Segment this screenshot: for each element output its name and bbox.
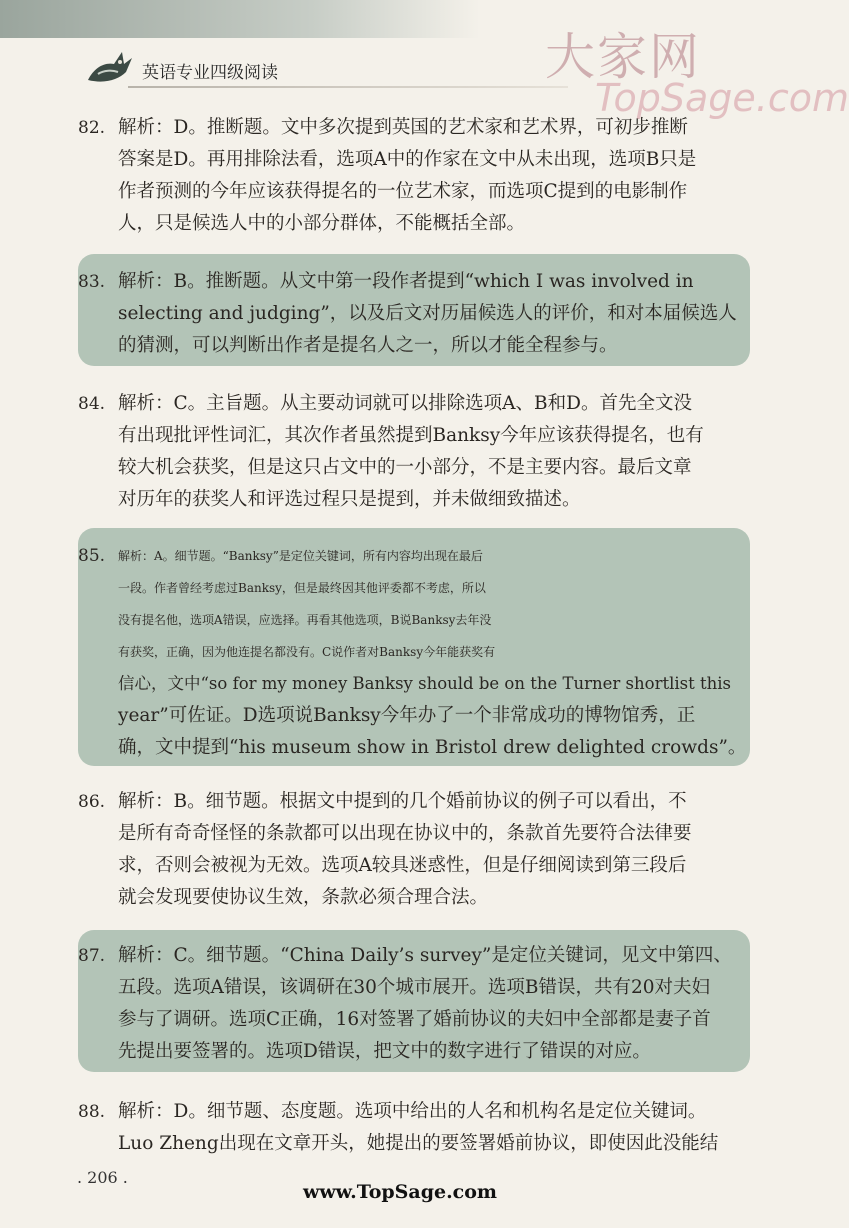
explanation-line: 的猜测，可以判断出作者是提名人之一，所以才能全程参与。 (118, 335, 618, 356)
entry-explanation (118, 1096, 718, 1160)
explanation-line: year”可佐证。D选项说Banksy今年办了一个非常成功的博物馆秀，正 (118, 705, 696, 726)
entry-explanation (118, 786, 692, 914)
explanation-line: 解析：D。推断题。文中多次提到英国的艺术家和艺术界，可初步推断 (118, 117, 688, 138)
dragon-logo-icon (84, 44, 134, 88)
book-title: 英语专业四级阅读 (142, 63, 278, 83)
explanation-line: 较大机会获奖，但是这只占文中的一小部分，不是主要内容。最后文章 (118, 457, 692, 478)
explanation-line: 解析：C。细节题。“China Daily’s survey”是定位关键词，见文中第四、 (118, 945, 732, 966)
explanation-line: selecting and judging”，以及后文对历届候选人的评价，和对本届候选人 (118, 303, 737, 324)
page-number: . 206 . (77, 1168, 128, 1187)
explanation-line: Luo Zheng出现在文章开头，她提出的要签署婚前协议，即使因此没能结 (118, 1133, 719, 1154)
answer-entry-87 (78, 930, 750, 1072)
explanation-line: 一段。作者曾经考虑过Banksy，但是最终因其他评委都不考虑，所以 (118, 581, 486, 595)
watermark-chinese: 大家网 (545, 28, 701, 86)
explanation-line: 就会发现要使协议生效，条款必须合理合法。 (118, 887, 489, 908)
entry-number: 82. (78, 118, 106, 138)
explanation-line: 解析：D。细节题、态度题。选项中给出的人名和机构名是定位关键词。 (118, 1101, 707, 1122)
explanation-line: 对历年的获奖人和评选过程只是提到，并未做细致描述。 (118, 489, 581, 510)
explanation-line: 答案是D。再用排除法看，选项A中的作家在文中从未出现，选项B只是 (118, 149, 697, 170)
explanation-line: 求，否则会被视为无效。选项A较具迷惑性，但是仔细阅读到第三段后 (118, 855, 687, 876)
answer-entry-86 (78, 786, 750, 916)
answer-entry-82 (78, 112, 750, 242)
answer-entry-83 (78, 254, 750, 366)
entry-explanation (118, 540, 746, 764)
entry-number: 85. (78, 546, 106, 566)
explanation-line: 五段。选项A错误，该调研在30个城市展开。选项B错误，共有20对夫妇 (118, 977, 711, 998)
entry-explanation (118, 388, 704, 516)
explanation-line: 先提出要签署的。选项D错误，把文中的数字进行了错误的对应。 (118, 1041, 651, 1062)
entry-number: 86. (78, 792, 106, 812)
explanation-line: 作者预测的今年应该获得提名的一位艺术家，而选项C提到的电影制作 (118, 181, 688, 202)
watermark-english: TopSage.com (595, 76, 849, 120)
explanation-line: 解析：B。推断题。从文中第一段作者提到“which I was involved in (118, 271, 694, 292)
explanation-line: 解析：A。细节题。“Banksy”是定位关键词，所有内容均出现在最后 (118, 549, 483, 563)
entry-explanation (118, 266, 737, 362)
explanation-line: 信心，文中“so for my money Banksy should be on the Turner shortlist this (118, 674, 731, 693)
explanation-line: 是所有奇奇怪怪的条款都可以出现在协议中的，条款首先要符合法律要 (118, 823, 692, 844)
footer-url: www.TopSage.com (302, 1181, 498, 1203)
explanation-line: 解析：B。细节题。根据文中提到的几个婚前协议的例子可以看出，不 (118, 791, 687, 812)
answer-entry-85 (78, 528, 750, 766)
page-header (0, 0, 849, 120)
header-divider (128, 86, 568, 88)
explanation-line: 没有提名他，选项A错误，应选择。再看其他选项，B说Banksy去年没 (118, 613, 492, 627)
answer-entry-84 (78, 388, 750, 518)
entry-explanation (118, 112, 696, 240)
entry-explanation (118, 940, 732, 1068)
entry-number: 88. (78, 1102, 106, 1122)
explanation-line: 有获奖，正确，因为他连提名都没有。C说作者对Banksy今年能获奖有 (118, 645, 496, 659)
explanation-line: 有出现批评性词汇，其次作者虽然提到Banksy今年应该获得提名，也有 (118, 425, 704, 446)
header-band (0, 0, 480, 38)
watermark (545, 28, 849, 120)
entry-number: 83. (78, 272, 106, 292)
explanation-line: 人，只是候选人中的小部分群体，不能概括全部。 (118, 213, 526, 234)
entry-number: 84. (78, 394, 106, 414)
answer-entry-88 (78, 1096, 750, 1162)
entry-number: 87. (78, 946, 106, 966)
explanation-line: 解析：C。主旨题。从主要动词就可以排除选项A、B和D。首先全文没 (118, 393, 692, 414)
explanation-line: 参与了调研。选项C正确，16对签署了婚前协议的夫妇中全部都是妻子首 (118, 1009, 711, 1030)
explanation-line: 确，文中提到“his museum show in Bristol drew delighted crowds”。 (118, 737, 747, 758)
